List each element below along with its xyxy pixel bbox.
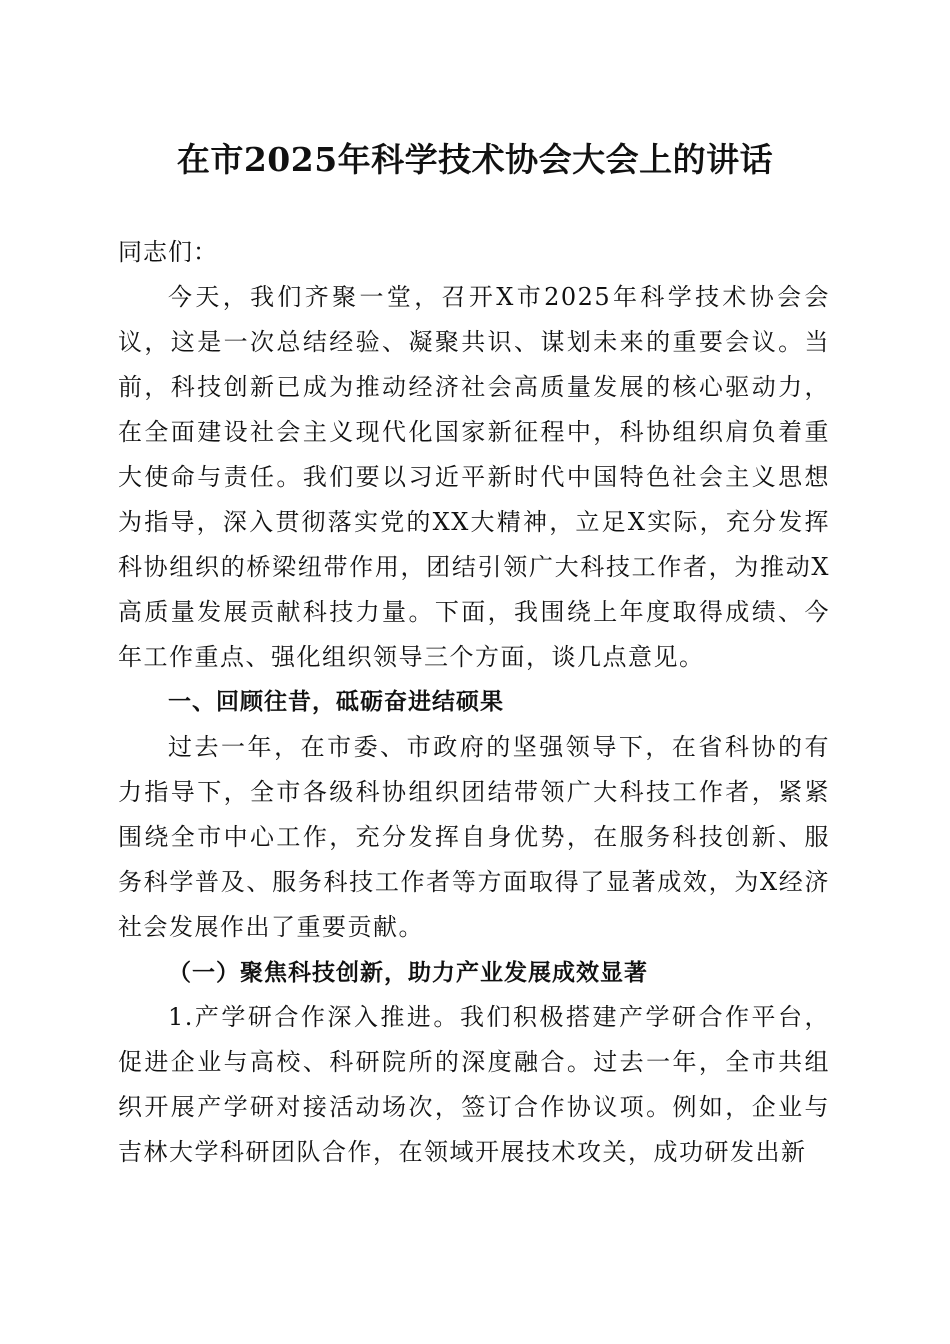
paragraph-item-1: 1.产学研合作深入推进。我们积极搭建产学研合作平台，促进企业与高校、科研院所的深度融合。过去一年，全市共组织开展产学研对接活动场次，签订合作协议项。例如，企业与吉林大学科研团队合作，在领域开展技术攻关，成功研发出新 bbox=[118, 1003, 830, 1166]
document-body bbox=[118, 230, 830, 1175]
salutation: 同志们： bbox=[118, 238, 218, 266]
document-title: 在市2025年科学技术协会大会上的讲话 bbox=[176, 140, 774, 179]
section-heading-1: 一、回顾往昔，砥砺奋进结硕果 bbox=[168, 689, 504, 715]
paragraph-review: 过去一年，在市委、市政府的坚强领导下，在省科协的有力指导下，全市各级科协组织团结带领广大科技工作者，紧紧围绕全市中心工作，充分发挥自身优势，在服务科技创新、服务科学普及、服务科技工作者等方面取得了显著成效，为X经济社会发展作出了重要贡献。 bbox=[118, 733, 830, 941]
subsection-heading-1-1: （一）聚焦科技创新，助力产业发展成效显著 bbox=[168, 959, 648, 986]
paragraph-intro: 今天，我们齐聚一堂，召开X市2025年科学技术协会会议，这是一次总结经验、凝聚共识、谋划未来的重要会议。当前，科技创新已成为推动经济社会高质量发展的核心驱动力，在全面建设社会主义现代化国家新征程中，科协组织肩负着重大使命与责任。我们要以习近平新时代中国特色社会主义思想为指导，深入贯彻落实党的XX大精神，立足X实际，充分发挥科协组织的桥梁纽带作用，团结引领广大科技工作者，为推动X高质量发展贡献科技力量。下面，我围绕上年度取得成绩、今年工作重点、强化组织领导三个方面，谈几点意见。 bbox=[118, 283, 830, 671]
